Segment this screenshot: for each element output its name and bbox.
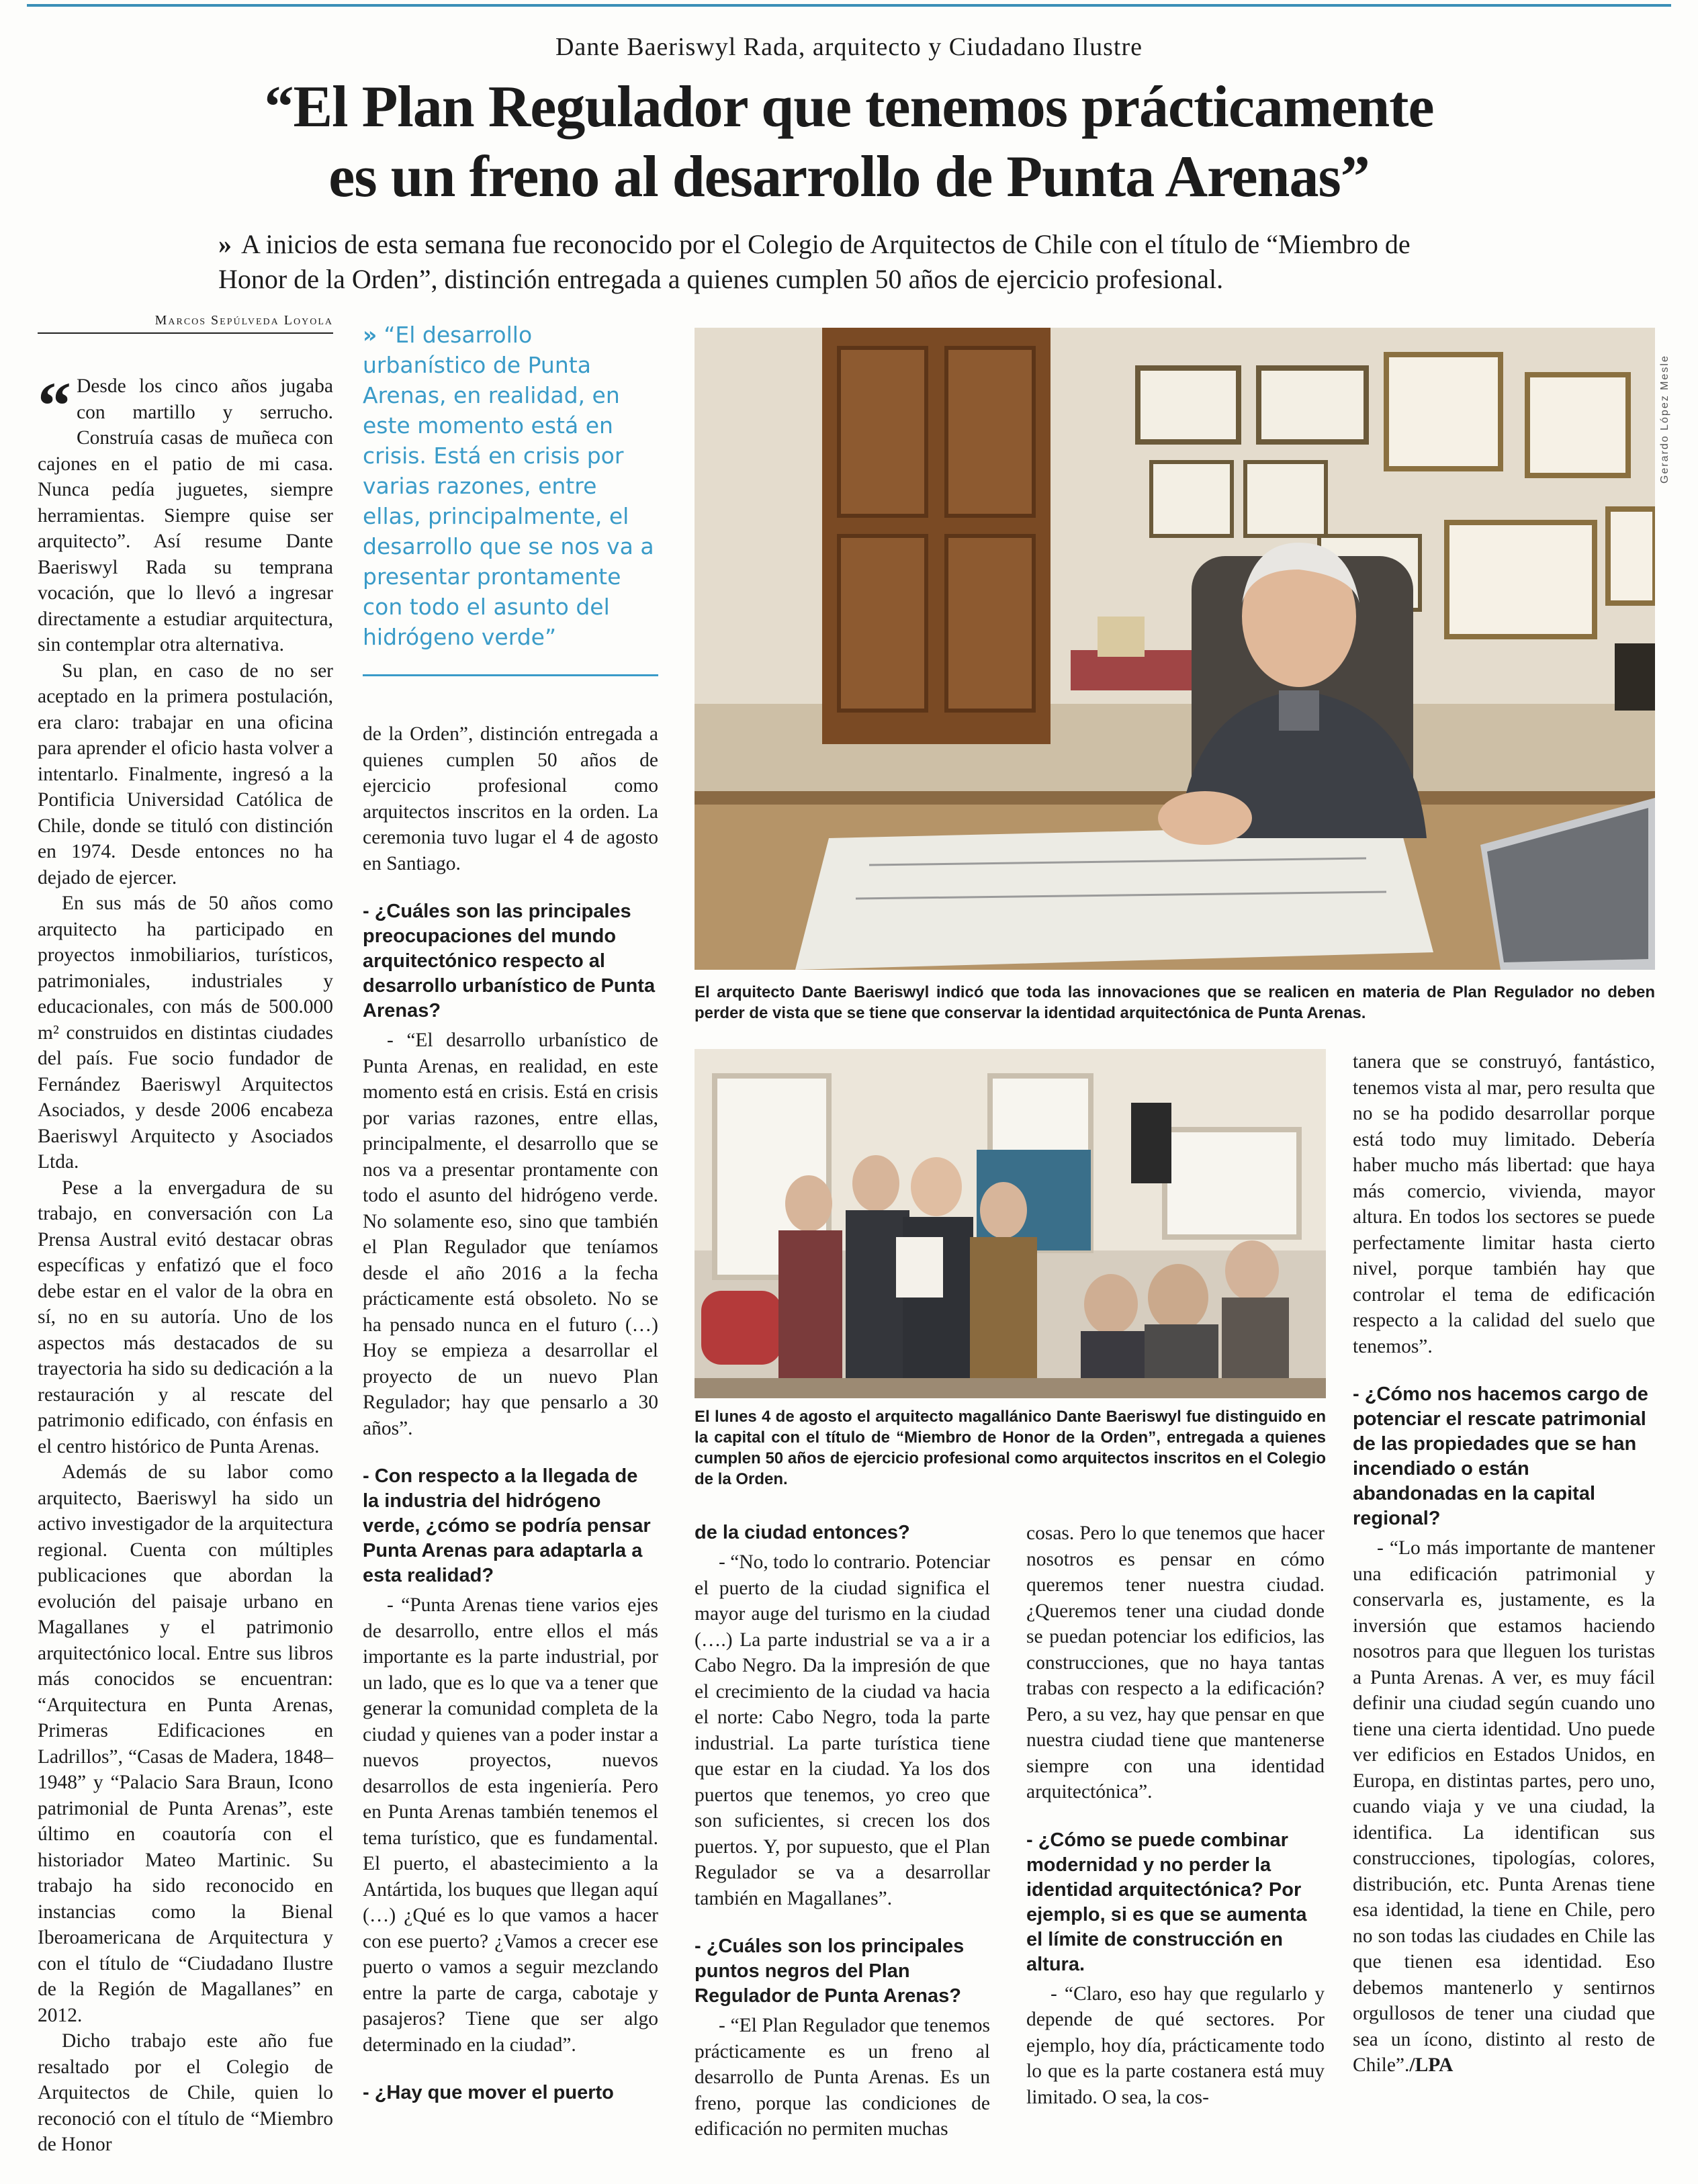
- lead-text: A inicios de esta semana fue reconocido por el Colegio de Arquitectos de Chile con el título de “Miembro de Honor de la Orden”, distinción entregada a quienes cumplen 50 años de ejercicio profesional.: [218, 229, 1411, 294]
- ceremony-photo: [695, 1049, 1326, 1398]
- question-1: - ¿Cuáles son las principales preocupaciones del mundo arquitectónico respecto al desarrollo urbanístico de Punta Arenas?: [363, 901, 656, 1021]
- headline-line-1: “El Plan Regulador que tenemos prácticamente: [264, 75, 1434, 140]
- signoff: /LPA: [1409, 2054, 1454, 2076]
- question-5: - ¿Cómo se puede combinar modernidad y no perder la identidad arquitectónica? Por ejemplo, si es que se aumenta el límite de construcción en altura.: [1026, 1829, 1307, 1975]
- col2-paragraph-1: de la Orden”, distinción entregada a quienes cumplen 50 años de ejercicio profesional como arquitectos inscritos en la orden. La ceremonia tuvo lugar el 4 de agosto en Santiago.: [363, 723, 658, 874]
- answer-6: - “Lo más importante de mantener una edificación patrimonial y conservarla es, justamente, es la inversión que estamos haciendo nosotros para que lleguen los turistas a Punta Arenas. A ver, es muy fácil definir una ciudad según cuando uno tiene una cierta identidad. Uno puede ver edificios en Estados Unidos, en Europa, en distintas partes, pero uno, cuando viaja y ve una ciudad, la identifica. La identifican sus construcciones, tipologías, colores, distribución, etc. Punta Arenas tiene esa identidad, la tiene en Chile, pero no son todas las ciudades en Chile las que tienen esa identidad. Eso debemos mantenerlo y sentirnos orgullosos de tener una ciudad que sea un ícono, distinto al resto de Chile”./LPA: [1353, 1537, 1655, 2076]
- col1-paragraph-5: Además de su labor como arquitecto, Baeriswyl ha sido un activo investigador de la arquitectura regional. Cuenta con múltiples publicaciones que abordan la evolución del paisaje urbano en Magallanes y el patrimonio arquitectónico local. Entre sus libros más conocidos se encuentran: “Arquitectura en Punta Arenas, Primeras Edificaciones en Ladrillos”, “Casas de Madera, 1848–1948” y “Palacio Sara Braun, Icono patrimonial de Punta Arenas”, este último en coautoría con el historiador Mateo Martinic. Su trabajo ha sido reconocido en instancias como la Bienal Iberoamericana de Arquitectura y con el título de “Ciudadano Ilustre de la Región de Magallanes” en 2012.: [38, 1461, 333, 2026]
- question-2: - Con respecto a la llegada de la industria del hidrógeno verde, ¿cómo se podría pensar Punta Arenas para adaptarla a esta realidad?: [363, 1465, 651, 1586]
- headline-line-2: es un freno al desarrollo de Punta Arenas”: [328, 144, 1370, 210]
- caption-ceremony-photo: El lunes 4 de agosto el arquitecto magallánico Dante Baeriswyl fue distinguido en la capital con el título de “Miembro de Honor de la Orden”, entregada a quienes cumplen 50 años de ejercicio profesional como arquitectos inscritos en el Colegio de la Orden.: [695, 1408, 1326, 1488]
- col1-paragraph-6: Dicho trabajo este año fue resaltado por el Colegio de Arquitectos de Chile, quien lo reconoció con el título de “Miembro de Honor: [38, 2030, 333, 2155]
- lead-paragraph: [218, 227, 1481, 297]
- column-4: [1026, 1520, 1325, 2110]
- question-3-continued: de la ciudad entonces?: [695, 1522, 910, 1543]
- answer-3: - “No, todo lo contrario. Potenciar el puerto de la ciudad significa el mayor auge del turismo en la ciudad (….) La parte industrial se va a ir a Cabo Negro. Da la impresión de que el crecimiento de la ciudad va hacia el norte: Cabo Negro, toda la parte industrial. La parte turística tiene que estar en la ciudad. Ya los dos puertos que tenemos, yo creo que son suficientes, si crecen los dos puertos. Y, por supuesto, que el Plan Regulador se va a desarrollar también en Magallanes”.: [695, 1551, 990, 1909]
- top-rule: [27, 4, 1671, 7]
- answer-5: - “Claro, eso hay que regularlo y depende de qué sectores. Por ejemplo, hoy día, prácticamente todo lo que es la parte costanera está muy limitado. O sea, la cos-: [1026, 1983, 1325, 2108]
- answer-1: - “El desarrollo urbanístico de Punta Arenas, en realidad, en este momento está en crisis. Está en crisis por varias razones, entre ellas, principalmente, el desarrollo que se nos va a presentar prontamente con todo el asunto del hidrógeno verde. No solamente eso, sino que también el Plan Regulador que teníamos desde el año 2016 a la fecha prácticamente está obsoleto. No se ha pensado nunca en el futuro (…) Hoy se empieza a desarrollar el proyecto de un nuevo Plan Regulador; hay que pensarlo a 30 años”.: [363, 1030, 658, 1439]
- lead-arrow-icon: »: [218, 229, 232, 259]
- main-photo: [695, 328, 1655, 970]
- col4-paragraph-1: cosas. Pero lo que tenemos que hacer nosotros es pensar en cómo queremos tener nuestra ciudad. ¿Queremos tener una ciudad donde se puedan potenciar los edificios, las construcciones, que no haya tantas trabas con respecto a la edificación? Pero, a su vez, hay que pensar en que nuestra ciudad tiene que mantenerse siempre con una identidad arquitectónica”.: [1026, 1522, 1325, 1803]
- caption-main-photo: El arquitecto Dante Baeriswyl indicó que toda las innovaciones que se realicen en materia de Plan Regulador no deben perder de vista que se tiene que conservar la identidad arquitectónica de Punta Arenas.: [695, 983, 1655, 1022]
- award-ceremony-image: [695, 1049, 1326, 1398]
- col5-paragraph-1: tanera que se construyó, fantástico, tenemos vista al mar, pero resulta que no se ha podido desarrollar porque está todo muy limitado. Debería haber mucho más libertad: que haya más comercio, vivienda, mayor altura. En todos los sectores se puede perfectamente limitar hasta cierto nivel, porque también hay que controlar el tema de edificación respecto a la calidad del suelo que tenemos”.: [1353, 1051, 1655, 1357]
- column-2: [363, 721, 658, 2109]
- col1-paragraph-3: En sus más de 50 años como arquitecto ha participado en proyectos inmobiliarios, turísticos, patrimoniales, industriales y educacionales, con más de 500.000 m² construidos en distintas ciudades del país. Fue socio fundador de Fernández Baeriswyl Arquitectos Asociados, y desde 2006 encabeza Baeriswyl Arquitecto y Asociados Ltda.: [38, 893, 333, 1173]
- answer-4: - “El Plan Regulador que tenemos prácticamente es un freno al desarrollo de Punta Arenas. Es un freno, porque las condiciones de edificación no permiten muchas: [695, 2015, 990, 2140]
- col1-paragraph-2: Su plan, en caso de no ser aceptado en la primera postulación, era claro: trabajar en una oficina para aprender el oficio hasta volver a intentarlo. Finalmente, ingresó a la Pontificia Universidad Católica de Chile, donde se tituló con distinción en 1974. Desde entonces no ha dejado de ejercer.: [38, 659, 333, 889]
- kicker: Dante Baeriswyl Rada, arquitecto y Ciudadano Ilustre: [555, 33, 1143, 61]
- column-3: [695, 1520, 990, 2142]
- col1-paragraph-1: “ Desde los cinco años jugaba con martillo y serrucho. Construía casas de muñeca con cajones en el patio de mi casa. Nunca pedía juguetes, siempre herramientas. Siempre quise ser arquitecto”. Así resume Dante Baeriswyl Rada su temprana vocación, que lo llevó a ingresar directamente a estudiar arquitectura, sin contemplar otra alternativa.: [38, 368, 333, 655]
- question-4: - ¿Cuáles son los principales puntos negros del Plan Regulador de Punta Arenas?: [695, 1936, 965, 2007]
- headline: [81, 73, 1617, 212]
- pull-arrow-icon: »: [363, 322, 377, 348]
- col1-paragraph-4: Pese a la envergadura de su trabajo, en conversación con La Prensa Austral evitó destacar obras específicas y enfatizó que el foco debe estar en el valor de la obra en sí, no en su autoría. Uno de los aspectos más destacados de su trayectoria ha sido su dedicación a la restauración y al rescate del patrimonio edificado, con énfasis en el centro histórico de Punta Arenas.: [38, 1177, 333, 1457]
- pull-quote-text: “El desarrollo urbanístico de Punta Arenas, en realidad, en este momento está en crisis. Está en crisis por varias razones, entre ellas, principalmente, el desarrollo que se nos va a presentar prontamente con todo el asunto del hidrógeno verde”: [363, 322, 654, 650]
- pull-quote-rule: [363, 674, 658, 676]
- column-5: [1353, 1049, 1655, 2079]
- question-6: - ¿Cómo nos hacemos cargo de potenciar el rescate patrimonial de las propiedades que se han incendiado o están abandonadas en la capital regional?: [1353, 1383, 1648, 1529]
- question-3: - ¿Hay que mover el puerto: [363, 2082, 614, 2103]
- pull-quote: [363, 320, 658, 652]
- answer-2: - “Punta Arenas tiene varios ejes de desarrollo, entre ellos el más importante es la parte industrial, por un lado, que es lo que va a tener que generar la comunidad completa de la ciudad y quienes van a poder instar a nuevos proyectos, nuevos desarrollos de esta ingeniería. Pero en Punta Arenas también tenemos el tema turístico, que es fundamental. El puerto, el abastecimiento a la Antártida, los buques que llegan aquí (…) ¿Qué es lo que vamos a hacer con ese puerto? ¿Vamos a crecer ese puerto o vamos a seguir mezclando entre la parte de carga, cabotaje y pasajeros? Tiene que ser algo determinado en la ciudad”.: [363, 1594, 658, 2056]
- architect-at-desk-image: [695, 328, 1655, 970]
- column-1: [38, 368, 333, 2158]
- opening-quote-mark: “: [38, 368, 71, 443]
- photo-credit: Gerardo López Mesle: [1659, 355, 1670, 484]
- byline: Marcos Sepúlveda Loyola: [38, 313, 333, 334]
